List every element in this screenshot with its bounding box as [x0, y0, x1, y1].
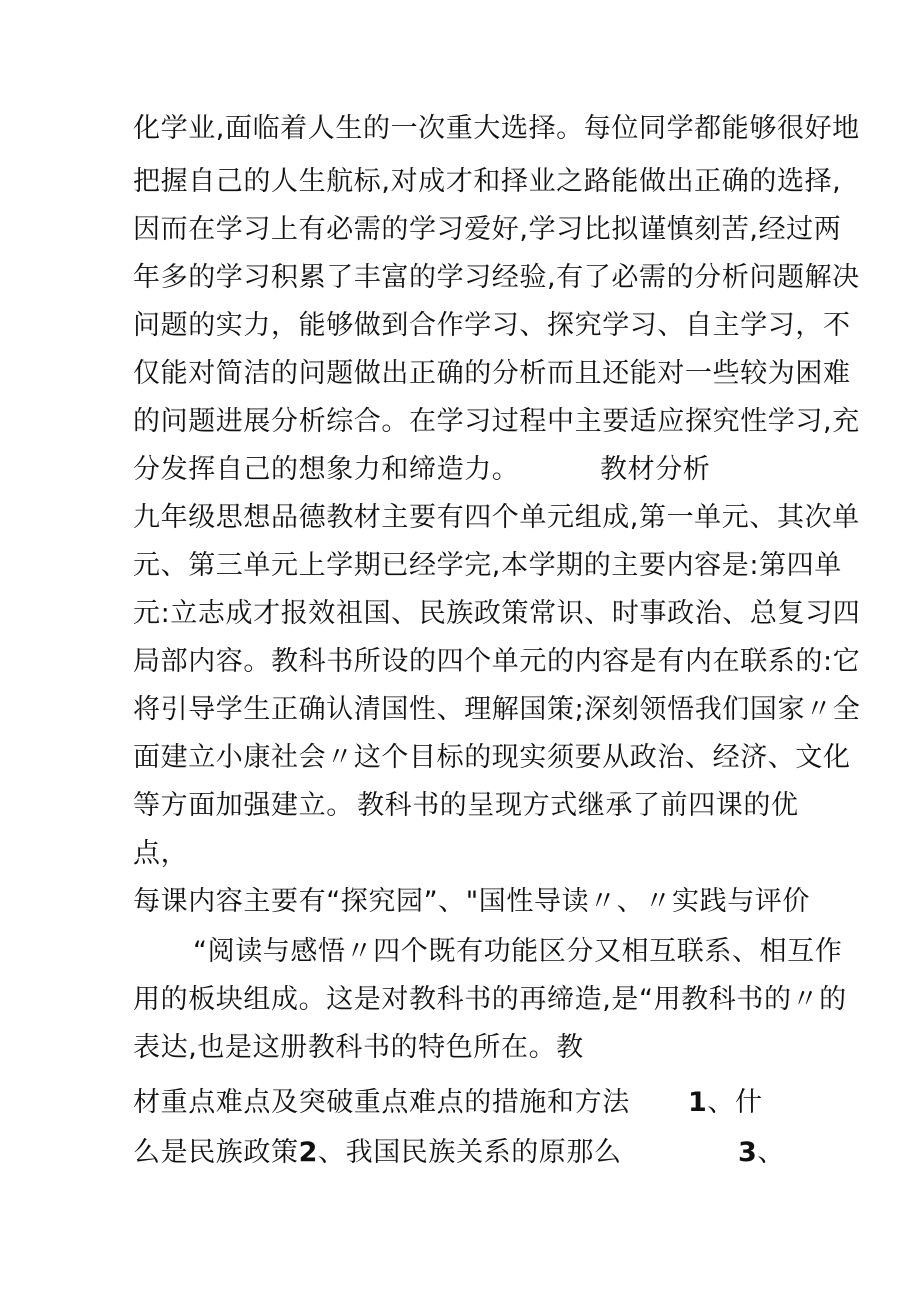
paragraph-line: 每课内容主要有“探究园”、"国性导读〃、〃实践与评价: [133, 886, 810, 917]
paragraph-line: 表达,也是这册教科书的特色所在。教: [133, 1032, 584, 1063]
section-heading-textbook-analysis: 教材分析: [600, 454, 711, 485]
list-number: 1: [688, 1087, 708, 1118]
paragraph-line: 元、第三单元上学期已经学完,本学期的主要内容是:第四单: [133, 550, 842, 581]
list-number: 2: [298, 1137, 318, 1168]
paragraph-line: 九年级思想品德教材主要有四个单元组成,第一单元、其次单: [133, 502, 860, 533]
list-text: 么是民族政策: [133, 1137, 299, 1168]
textbook-presentation-text: 教科书的呈现方式继承了前四课的优: [357, 790, 799, 821]
paragraph-line: 等方面加强建立。: [133, 790, 354, 821]
paragraph-line: 元:立志成才报效祖国、民族政策常识、时事政治、总复习四: [133, 598, 861, 629]
paragraph-line: 材重点难点及突破重点难点的措施和方法: [133, 1087, 630, 1118]
paragraph-line: 将引导学生正确认清国性、理解国策;深刻领悟我们国家〃全: [133, 694, 861, 725]
paragraph-line: 年多的学习积累了丰富的学习经验,有了必需的分析问题解决: [133, 262, 860, 293]
paragraph-line: “阅读与感悟〃四个既有功能区分又相互联系、相互作: [193, 936, 843, 967]
paragraph-line: 分发挥自己的想象力和缔造力。: [133, 454, 520, 485]
paragraph-line: 化学业,面临着人生的一次重大选择。每位同学都能够很好地: [133, 113, 860, 144]
list-item-1: [688, 1085, 763, 1121]
paragraph-line: 问题的实力，能够做到合作学习、探究学习、自主学习，不: [133, 310, 851, 341]
paragraph-line: [133, 1135, 622, 1171]
paragraph-line: 点，: [133, 838, 189, 869]
paragraph-line: 用的板块组成。这是对教科书的再缔造,是“用教科书的〃的: [133, 984, 847, 1015]
paragraph-line: 因而在学习上有必需的学习爱好,学习比拟谨慎刻苦,经过两: [133, 214, 842, 245]
paragraph-line: 面建立小康社会〃这个目标的现实须要从政治、经济、文化: [133, 742, 851, 773]
list-text: 、什: [707, 1087, 763, 1118]
list-text: 、: [757, 1137, 785, 1168]
paragraph-line: 局部内容。教科书所设的四个单元的内容是有内在联系的:它: [133, 646, 861, 677]
paragraph-line: 把握自己的人生航标,对成才和择业之路能做出正确的选择,: [133, 166, 842, 197]
paragraph-line: 的问题进展分析综合。在学习过程中主要适应探究性学习,充: [133, 406, 860, 437]
list-number: 3: [738, 1137, 758, 1168]
list-item-3: [738, 1135, 785, 1171]
paragraph-line: 仅能对简洁的问题做出正确的分析而且还能对一些较为困难: [133, 358, 851, 389]
list-text: 、我国民族关系的原那么: [318, 1137, 622, 1168]
